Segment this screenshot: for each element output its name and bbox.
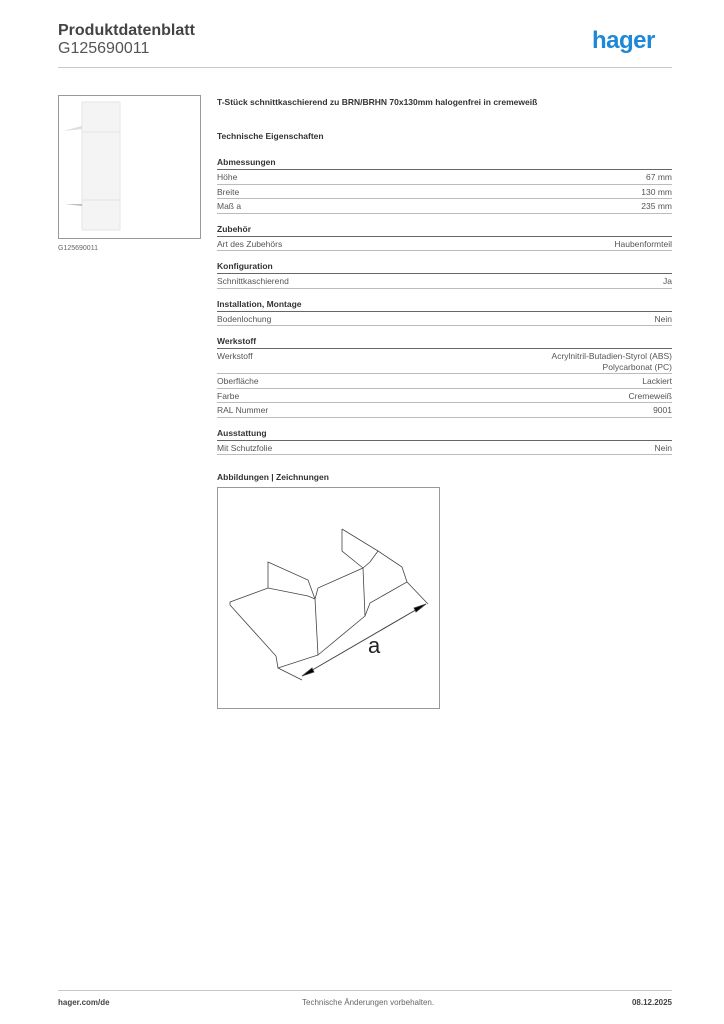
spec-value-line: Acrylnitril-Butadien-Styrol (ABS) <box>551 351 672 361</box>
spec-label: Oberfläche <box>217 376 259 386</box>
tech-heading: Technische Eigenschaften <box>217 131 324 141</box>
spec-row <box>217 349 672 374</box>
spec-row <box>217 312 672 327</box>
image-caption: G125690011 <box>58 245 98 252</box>
spec-label: Art des Zubehörs <box>217 238 283 249</box>
hager-logo: hager <box>592 27 655 54</box>
footer-date: 08.12.2025 <box>631 998 672 1007</box>
spec-value-line: Cremeweiß <box>628 390 672 401</box>
footer-divider <box>58 990 672 991</box>
spec-value <box>614 239 672 250</box>
product-image <box>58 95 201 239</box>
header-divider <box>58 67 672 68</box>
spec-value-line: 130 mm <box>641 186 672 197</box>
figures-heading: Abbildungen | Zeichnungen <box>217 472 329 482</box>
dimension-drawing <box>217 487 440 709</box>
spec-label: Maß a <box>217 201 242 211</box>
main-content <box>217 97 672 709</box>
spec-value <box>655 314 672 325</box>
footer-notice: Technische Änderungen vorbehalten. <box>302 998 435 1007</box>
spec-section <box>217 428 672 456</box>
spec-value <box>641 187 672 198</box>
spec-value <box>641 201 672 212</box>
spec-row <box>217 374 672 389</box>
spec-value-line: 235 mm <box>641 201 672 211</box>
spec-value-line: Nein <box>654 313 672 324</box>
section-title: Installation, Montage <box>217 299 672 312</box>
spec-label: Mit Schutzfolie <box>217 442 273 453</box>
spec-section <box>217 157 672 214</box>
spec-row <box>217 441 672 456</box>
spec-section <box>217 224 672 252</box>
spec-row <box>217 389 672 404</box>
spec-value-line: 67 mm <box>646 172 672 182</box>
spec-row <box>217 170 672 185</box>
spec-value-line: Haubenformteil <box>614 238 672 249</box>
dimension-a-label: a <box>368 633 381 658</box>
footer-website[interactable]: hager.com/de <box>58 998 110 1007</box>
spec-row <box>217 185 672 200</box>
spec-row <box>217 237 672 252</box>
section-title: Abmessungen <box>217 157 672 170</box>
spec-label: Farbe <box>217 390 240 401</box>
spec-value-line: Lackiert <box>642 376 672 386</box>
spec-label: Bodenlochung <box>217 313 272 324</box>
spec-row <box>217 274 672 289</box>
spec-value <box>646 172 672 183</box>
doc-title: Produktdatenblatt <box>58 22 195 39</box>
spec-value-line: 9001 <box>653 405 672 415</box>
spec-label: Höhe <box>217 172 238 182</box>
section-title: Konfiguration <box>217 261 672 274</box>
spec-section <box>217 261 672 289</box>
product-code: G125690011 <box>58 40 150 57</box>
spec-row <box>217 403 672 418</box>
spec-label: Werkstoff <box>217 351 253 361</box>
spec-value <box>653 405 672 416</box>
spec-value-line: Ja <box>663 276 672 286</box>
spec-row <box>217 199 672 214</box>
spec-sections <box>217 157 672 455</box>
section-title: Werkstoff <box>217 336 672 349</box>
spec-label: RAL Nummer <box>217 405 269 415</box>
spec-value <box>655 443 672 454</box>
spec-value-line-2: Polycarbonat (PC) <box>602 361 672 372</box>
spec-value <box>663 276 672 287</box>
spec-value-line: Nein <box>654 442 672 453</box>
spec-label: Schnittkaschierend <box>217 276 289 286</box>
spec-value <box>629 391 672 402</box>
product-title: T-Stück schnittkaschierend zu BRN/BRHN 70x130mm halogenfrei in cremeweiß <box>217 97 538 107</box>
spec-value <box>642 376 672 387</box>
section-title: Ausstattung <box>217 428 672 441</box>
spec-section <box>217 336 672 418</box>
section-title: Zubehör <box>217 224 672 237</box>
spec-label: Breite <box>217 186 240 197</box>
spec-section <box>217 299 672 327</box>
spec-value <box>552 351 672 372</box>
